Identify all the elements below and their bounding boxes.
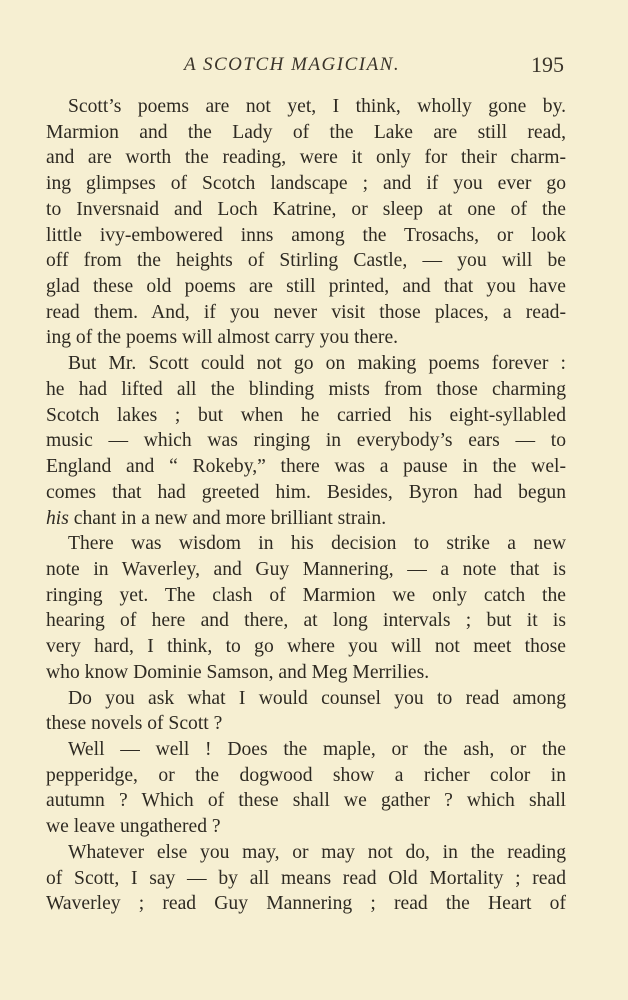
text-line: off from the heights of Stirling Castle, — you will be — [46, 250, 566, 272]
running-head: A SCOTCH MAGICIAN. — [184, 54, 401, 75]
text-line: we leave ungathered ? — [46, 816, 221, 838]
text-line: autumn ? Which of these shall we gather ? which shall — [46, 790, 566, 812]
text-line: hearing of here and there, at long intervals ; but it is — [46, 610, 566, 632]
text-line: But Mr. Scott could not go on making poems forever : — [68, 353, 566, 375]
text-line: Scotch lakes ; but when he carried his eight-syllabled — [46, 404, 566, 426]
text-line: read them. And, if you never visit those places, a read- — [46, 301, 566, 323]
text-line: Do you ask what I would counsel you to read among — [68, 687, 566, 709]
text-line: to Inversnaid and Loch Katrine, or sleep at one of the — [46, 198, 566, 220]
text-line: glad these old poems are still printed, and that you have — [46, 276, 566, 298]
text-line: very hard, I think, to go where you will not meet those — [46, 636, 566, 658]
text-line: ing of the poems will almost carry you there. — [46, 327, 399, 349]
body-text — [46, 94, 566, 984]
text-line: he had lifted all the blinding mists from those charming — [46, 378, 566, 400]
text-line: England and “ Rokeby,” there was a pause in the wel- — [46, 456, 566, 478]
italic-word: his — [46, 507, 69, 529]
text-line: Marmion and the Lady of the Lake are still read, — [46, 121, 566, 143]
text-line — [46, 506, 566, 532]
text-line: There was wisdom in his decision to strike a new — [68, 533, 566, 555]
text-line: Whatever else you may, or may not do, in the reading — [68, 841, 566, 863]
page-header — [46, 54, 566, 84]
text-line: Waverley ; read Guy Mannering ; read the Heart of — [46, 893, 566, 915]
text-line: note in Waverley, and Guy Mannering, — a note that is — [46, 558, 566, 580]
text-line-rest: chant in a new and more brilliant strain. — [73, 507, 387, 529]
text-line: these novels of Scott ? — [46, 713, 223, 735]
text-line: little ivy-embowered inns among the Trosachs, or look — [46, 224, 566, 246]
text-line: who know Dominie Samson, and Meg Merrilies. — [46, 661, 430, 683]
text-line: music — which was ringing in everybody’s ears — to — [46, 430, 566, 452]
text-line: comes that had greeted him. Besides, Byron had begun — [46, 481, 566, 503]
text-line: Well — well ! Does the maple, or the ash, or the — [68, 738, 566, 760]
text-line: and are worth the reading, were it only for their charm- — [46, 147, 566, 169]
text-line: Scott’s poems are not yet, I think, wholly gone by. — [68, 96, 566, 117]
text-line: ringing yet. The clash of Marmion we only catch the — [46, 584, 566, 606]
text-line: ing glimpses of Scotch landscape ; and if you ever go — [46, 173, 566, 195]
page-number: 195 — [531, 52, 564, 77]
text-line: of Scott, I say — by all means read Old Mortality ; read — [46, 867, 566, 889]
text-line: pepperidge, or the dogwood show a richer color in — [46, 764, 566, 786]
